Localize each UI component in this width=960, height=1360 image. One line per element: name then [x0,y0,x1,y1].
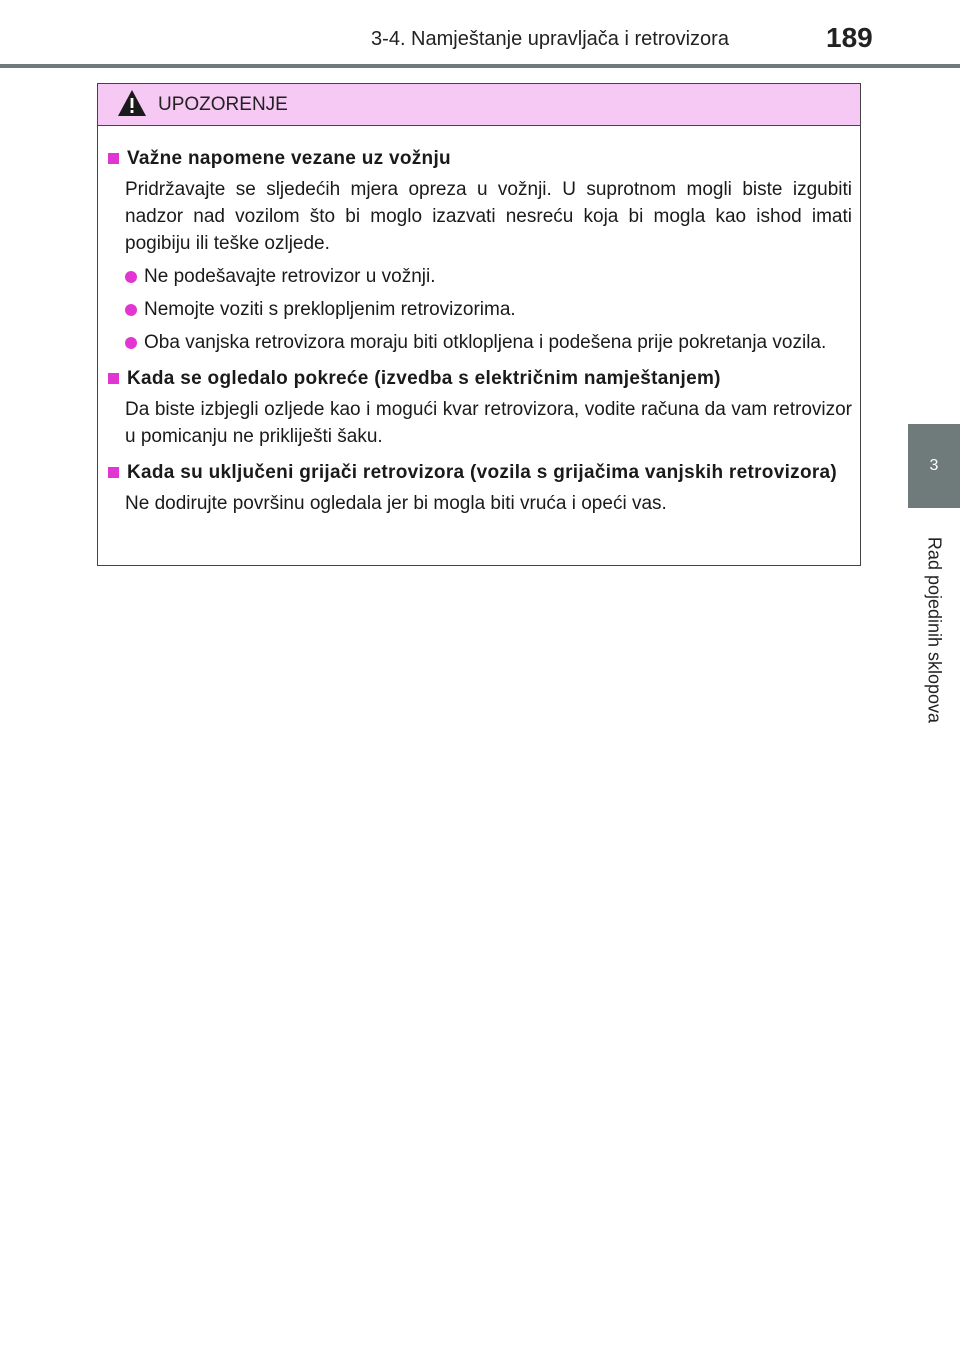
section-paragraph: Pridržavajte se sljedećih mjera opreza u vožnji. U suprotnom mogli biste izgubiti nadzor nad vozilom što bi moglo izazvati nesreću koja bi mogla kao ishod imati pogibiju ili teške ozljede. [125,179,852,254]
section-heading [106,460,852,486]
section-heading [106,366,852,392]
dot-bullet-icon [125,271,137,283]
square-bullet-icon [108,373,119,384]
list-item [125,329,852,356]
section-mirror-heaters [106,460,852,517]
warning-box [97,83,861,566]
section-heading [106,146,852,172]
list-item [125,296,852,323]
list-item [125,263,852,290]
warning-triangle-icon [117,89,147,117]
section-paragraph: Ne dodirujte površinu ogledala jer bi mogla biti vruća i opeći vas. [125,493,667,514]
chapter-number: 3 [929,457,939,474]
dot-bullet-icon [125,337,137,349]
dot-bullet-icon [125,304,137,316]
warning-body [98,126,860,517]
square-bullet-icon [108,467,119,478]
section-driving-precautions [106,146,852,356]
square-bullet-icon [108,153,119,164]
section-heading-text: Važne napomene vezane uz vožnju [127,148,451,169]
section-paragraph: Da biste izbjegli ozljede kao i mogući kvar retrovizora, vodite računa da vam retrovizor u pomicanju ne prikliješti šaku. [125,399,852,447]
header-rule [0,64,960,68]
chapter-side-label: Rad pojedinih sklopova [924,536,945,724]
section-mirror-moving [106,366,852,450]
warning-title: UPOZORENJE [158,94,288,115]
warning-header [98,84,860,126]
chapter-tab [908,424,960,508]
page-number: 189 [826,22,873,53]
list-item-text: Ne podešavajte retrovizor u vožnji. [144,266,436,287]
list-item-text: Nemojte voziti s preklopljenim retrovizorima. [144,299,516,320]
section-heading-text: Kada se ogledalo pokreće (izvedba s električnim namještanjem) [127,368,721,389]
list-item-text: Oba vanjska retrovizora moraju biti otklopljena i podešena prije pokretanja vozila. [144,332,827,353]
chapter-title: 3-4. Namještanje upravljača i retrovizora [371,28,729,50]
section-heading-text: Kada su uključeni grijači retrovizora (vozila s grijačima vanjskih retrovizora) [127,462,838,483]
